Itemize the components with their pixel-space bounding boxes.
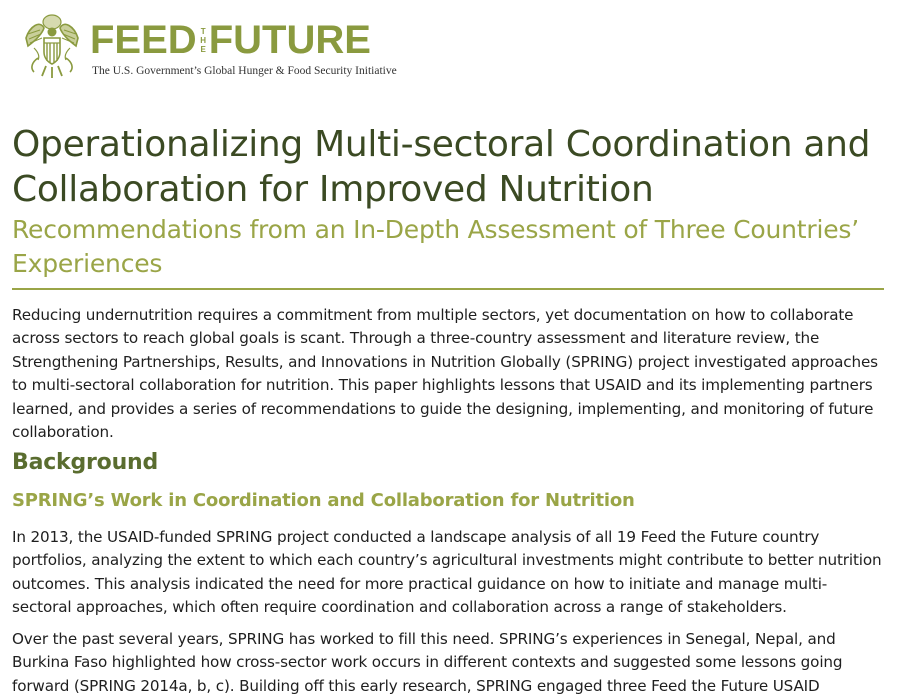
brand-tagline: The U.S. Government’s Global Hunger & Food Security Initiative (92, 65, 397, 77)
feed-the-future-logo (20, 12, 440, 86)
page-subtitle: Recommendations from an In-Depth Assessment of Three Countries’ Experiences (12, 215, 859, 278)
body-paragraph-2: Over the past several years, SPRING has worked to fill this need. SPRING’s experiences in Senegal, Nepal, and Burkina Faso highlighted how cross-sector work occurs in different contexts and suggested some lessons going forward (SPRING 2014a, b, c). Building off this early research, SPRING engaged three Feed the Future USAID (12, 630, 843, 695)
body-paragraph-1: In 2013, the USAID-funded SPRING project conducted a landscape analysis of all 19 Feed the Future country portfolios, analyzing the extent to which each country’s agricultural investments might contribute to better nutrition outcomes. This analysis indicated the need for more practical guidance on how to initiate and manage multi-sectoral approaches, which often require coordination and collaboration across a range of stakeholders. (12, 528, 882, 617)
brand-the (199, 27, 207, 54)
background-heading: Background (12, 450, 159, 475)
brand-the-text: THE (198, 26, 208, 54)
intro-paragraph: Reducing undernutrition requires a commitment from multiple sectors, yet documentation on how to collaborate across sectors to reach global goals is scant. Through a three-country assessment and literature review, the Strengthening Partnerships, Results, and Innovations in Nutrition Globally (SPRING) project investigated approaches to multi-sectoral collaboration for nutrition. This paper highlights lessons that USAID and its implementing partners learned, and provides a series of recommendations to guide the designing, implementing, and monitoring of future collaboration. (12, 306, 878, 442)
section-heading: SPRING’s Work in Coordination and Collaboration for Nutrition (12, 490, 635, 511)
title-divider (12, 288, 884, 290)
page-title: Operationalizing Multi-sectoral Coordination and Collaboration for Improved Nutrition (12, 124, 871, 210)
brand-wordmark (90, 20, 397, 77)
brand-future: FUTURE (208, 18, 371, 62)
us-eagle-seal-icon (20, 12, 84, 80)
brand-feed: FEED (90, 18, 197, 62)
